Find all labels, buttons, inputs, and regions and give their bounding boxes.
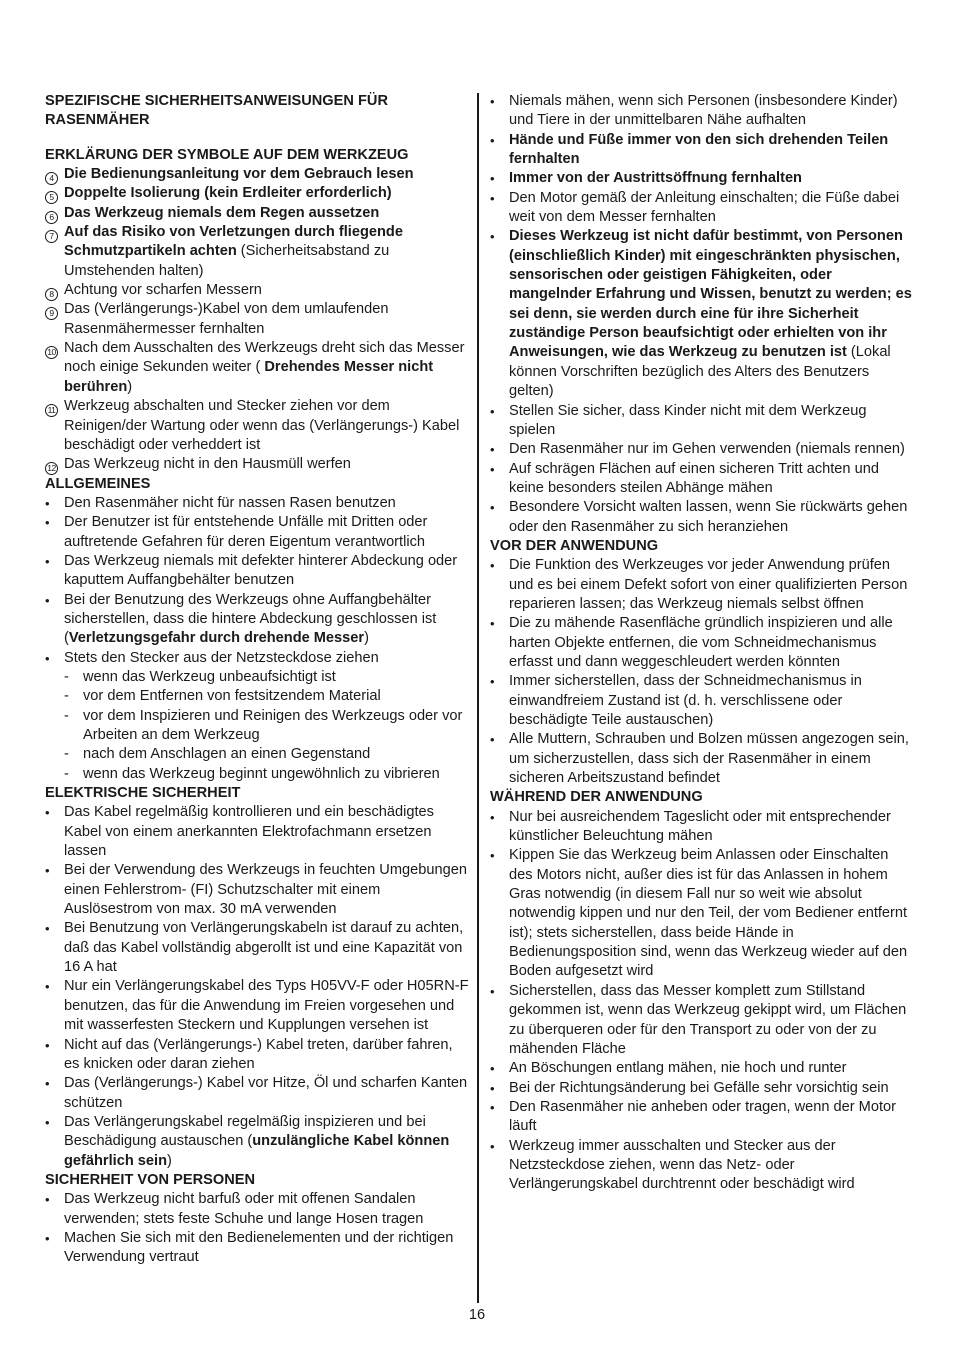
dash-item [45, 707, 470, 746]
bullet-marker: • [490, 229, 495, 245]
text-segment: Doppelte Isolierung (kein Erdleiter erforderlich) [64, 185, 392, 202]
bullet-marker: • [490, 1099, 495, 1115]
bullet-marker: • [45, 1037, 50, 1053]
text-segment: Nur ein Verlängerungskabel des Typs H05VV-F oder H05RN-F benutzen, das für die Anwendung im Freien vorgesehen und mit wasserfesten Steckern und Kupplungen versehen ist [64, 978, 469, 1034]
bullet-marker: • [490, 983, 495, 999]
bullet-marker: • [45, 863, 50, 879]
text-segment: Achtung vor scharfen Messern [64, 282, 262, 299]
text-segment: Auf schrägen Flächen auf einen sicheren Tritt achten und keine besonders steilen Abhänge mähen [509, 460, 879, 496]
bullet-marker: • [45, 1076, 50, 1092]
section-heading: ALLGEMEINES [45, 475, 151, 492]
text-segment: Das Kabel regelmäßig kontrollieren und ein beschädigtes Kabel von einem anerkannten Elektrofachmann ersetzen lassen [64, 804, 434, 860]
bullet-marker: • [490, 1061, 495, 1077]
text-segment: Werkzeug immer ausschalten und Stecker aus der Netzsteckdose ziehen, wenn das Netz- oder Verlängerungskabel durchtrennt oder beschädigt wird [509, 1137, 855, 1193]
bullet-item [490, 672, 915, 730]
text-segment: Alle Muttern, Schrauben und Bolzen müssen angezogen sein, um sicherzustellen, dass sich der Rasenmäher in einem sicheren Arbeitszustand befindet [509, 731, 909, 787]
bullet-item [45, 494, 470, 513]
symbol-number [45, 458, 64, 477]
bullet-marker: • [490, 403, 495, 419]
text-segment: unzulängliche Kabel können gefährlich sein [64, 1133, 450, 1169]
bullet-item [45, 861, 470, 919]
text-segment: Nur bei ausreichendem Tageslicht oder mit entsprechender künstlicher Beleuchtung mähen [509, 808, 891, 845]
text-segment: Das Werkzeug niemals dem Regen aussetzen [64, 204, 380, 221]
circled-number: 8 [45, 288, 58, 301]
bullet-item [490, 808, 915, 847]
column-divider [477, 93, 479, 1303]
bullet-marker: • [45, 979, 50, 995]
dash-marker: - [64, 707, 69, 724]
text-segment: Das Werkzeug nicht barfuß oder mit offenen Sandalen verwenden; stets feste Schuhe und lange Hosen tragen [64, 1191, 424, 1227]
bullet-item [490, 1059, 915, 1078]
text-segment: Kippen Sie das Werkzeug beim Anlassen oder Einschalten des Motors nicht, außer dies ist für das Anlassen in hohem Gras notwendig (in diesem Fall nur so weit wie absolut notwendig kippen und nur den Teil, der vom Bediener entfernt ist); stets sicherstellen, dass beide Hände in Bedienungsposition sind, wenn das Werkzeug wieder auf den Boden aufgesetzt wird [509, 847, 908, 980]
bullet-marker: • [490, 674, 495, 690]
bullet-item [45, 919, 470, 977]
bullet-item [490, 982, 915, 1059]
symbol-item [45, 397, 470, 455]
bullet-item [45, 1113, 470, 1171]
symbol-item [45, 300, 470, 339]
bullet-marker: • [490, 500, 495, 516]
text-segment: (Sicherheitsabstand zu Umstehenden halten) [64, 243, 390, 279]
text-segment: Die Funktion des Werkzeuges vor jeder Anwendung prüfen und es bei einem Defekt sofort von einer qualifizierten Person reparieren lassen; das Werkzeug niemals selbst öffnen [509, 557, 908, 612]
symbols-list [45, 165, 470, 475]
bullet-marker: • [490, 442, 495, 458]
circled-number: 4 [45, 172, 58, 185]
text-segment: vor dem Entfernen von festsitzendem Material [83, 688, 381, 705]
text-segment: Die zu mähende Rasenfläche gründlich inspizieren und alle harten Objekte entfernen, die vom Schneidmechanismus erfasst und dann weggeschleudert werden könnten [509, 615, 893, 670]
bullet-marker: • [490, 732, 495, 748]
dash-item [45, 765, 470, 784]
bullet-item [45, 591, 470, 649]
text-segment: An Böschungen entlang mähen, nie hoch und runter [509, 1060, 847, 1077]
bullet-marker: • [490, 132, 495, 148]
bullet-item [490, 169, 915, 188]
text-segment: Der Benutzer ist für entstehende Unfälle mit Dritten oder auftretende Gefahren für deren Eigentum verantwortlich [64, 514, 428, 550]
dash-item [45, 687, 470, 706]
bullet-item [490, 1137, 915, 1195]
text-segment: Den Rasenmäher nie anheben oder tragen, wenn der Motor läuft [509, 1098, 896, 1135]
symbol-number [45, 303, 64, 322]
text-segment: Werkzeug abschalten und Stecker ziehen vor dem Reinigen/der Wartung oder wenn das (Verlängerungs-) Kabel beschädigt oder verheddert ist [64, 398, 460, 453]
text-segment: vor dem Inspizieren und Reinigen des Werkzeugs oder vor Arbeiten an dem Werkzeug [83, 707, 463, 743]
circled-number: 11 [45, 404, 58, 417]
bullet-marker: • [490, 848, 495, 864]
symbol-item [45, 223, 470, 281]
symbol-number [45, 342, 64, 361]
page-title: SPEZIFISCHE SICHERHEITSANWEISUNGEN FÜR RASENMÄHER [45, 93, 388, 129]
bullet-marker: • [490, 461, 495, 477]
text-segment: Sicherstellen, dass das Messer komplett zum Stillstand gekommen ist, wenn das Werkzeug gekippt wird, um Flächen zu überqueren oder für den Transport zu oder von der zu mähenden Fläche [509, 982, 907, 1057]
bullet-marker: • [490, 558, 495, 574]
symbol-item [45, 455, 470, 474]
text-segment: nach dem Anschlagen an einen Gegenstand [83, 746, 371, 763]
bullet-item [45, 649, 470, 668]
bullet-marker: • [490, 1138, 495, 1154]
bullet-marker: • [45, 1114, 50, 1130]
text-segment: Bei der Verwendung des Werkzeugs in feuchten Umgebungen einen Fehlerstrom- (FI) Schutzschalter mit einem Auslösestrom von max. 30 mA verwenden [64, 862, 467, 918]
symbol-item [45, 339, 470, 397]
bullet-item [45, 977, 470, 1035]
dash-marker: - [64, 668, 69, 685]
text-segment: Immer von der Austrittsöffnung fernhalten [509, 170, 802, 187]
text-segment: Das (Verlängerungs-) Kabel vor Hitze, Öl und scharfen Kanten schützen [64, 1075, 468, 1111]
bullet-item [490, 189, 915, 228]
right-column [490, 92, 915, 1195]
left-sections [45, 475, 470, 1268]
bullet-item [45, 513, 470, 552]
bullet-item [490, 227, 915, 401]
text-segment: Den Rasenmäher nicht für nassen Rasen benutzen [64, 494, 396, 511]
bullet-item [45, 1190, 470, 1229]
page-number: 16 [468, 1307, 486, 1323]
bullet-marker: • [45, 592, 50, 608]
bullet-marker: • [45, 1192, 50, 1208]
text-segment: Niemals mähen, wenn sich Personen (insbesondere Kinder) und Tiere in der unmittelbaren Nähe aufhalten [509, 93, 898, 129]
bullet-item [490, 1079, 915, 1098]
right-sections [490, 92, 915, 1195]
spacer [45, 131, 470, 146]
section-heading: SICHERHEIT VON PERSONEN [45, 1171, 256, 1188]
circled-number: 9 [45, 307, 58, 320]
text-segment: Hände und Füße immer von den sich drehenden Teilen fernhalten [509, 131, 889, 168]
section-heading: VOR DER ANWENDUNG [490, 537, 659, 554]
symbol-number [45, 226, 64, 245]
bullet-item [490, 846, 915, 981]
bullet-item [490, 440, 915, 459]
text-segment: Drehendes Messer nicht berühren [64, 359, 434, 395]
symbol-item [45, 281, 470, 300]
bullet-item [45, 552, 470, 591]
text-segment: Stets den Stecker aus der Netzsteckdose ziehen [64, 649, 379, 666]
text-segment: Das (Verlängerungs-)Kabel von dem umlaufenden Rasenmähermesser fernhalten [64, 301, 389, 337]
bullet-marker: • [45, 1230, 50, 1246]
bullet-item [45, 1074, 470, 1113]
dash-marker: - [64, 746, 69, 763]
bullet-marker: • [490, 1080, 495, 1096]
symbol-item [45, 204, 470, 223]
bullet-item [45, 1036, 470, 1075]
text-segment: Das Werkzeug niemals mit defekter hinterer Abdeckung oder kaputtem Auffangbehälter benutzen [64, 552, 458, 589]
text-segment: Auf das Risiko von Verletzungen durch fliegende Schmutzpartikeln achten [64, 224, 403, 260]
circled-number: 6 [45, 211, 58, 224]
bullet-item [45, 1229, 470, 1268]
text-segment: Nicht auf das (Verlängerungs-) Kabel treten, darüber fahren, es knicken oder daran ziehen [64, 1036, 453, 1072]
circled-number: 10 [45, 346, 58, 359]
dash-item [45, 668, 470, 687]
bullet-item [490, 614, 915, 672]
bullet-item [490, 498, 915, 537]
text-segment: Besondere Vorsicht walten lassen, wenn Sie rückwärts gehen oder den Rasenmäher zu sich heranziehen [509, 499, 908, 535]
text-segment: Stellen Sie sicher, dass Kinder nicht mit dem Werkzeug spielen [509, 402, 867, 438]
text-segment: Das Werkzeug nicht in den Hausmüll werfen [64, 456, 351, 473]
text-segment: Das Verlängerungskabel regelmäßig inspizieren und bei Beschädigung austauschen ( [64, 1113, 426, 1150]
bullet-item [490, 131, 915, 170]
symbol-number [45, 400, 64, 419]
text-segment: Nach dem Ausschalten des Werkzeugs dreht sich das Messer noch einige Sekunden weiter ( [64, 340, 465, 376]
bullet-marker: • [45, 650, 50, 666]
bullet-marker: • [490, 94, 495, 109]
text-segment: ) [364, 630, 369, 647]
bullet-marker: • [45, 553, 50, 569]
section-heading: ELEKTRISCHE SICHERHEIT [45, 785, 241, 802]
bullet-item [490, 402, 915, 441]
bullet-marker: • [45, 495, 50, 511]
bullet-marker: • [490, 171, 495, 187]
symbol-item [45, 165, 470, 184]
bullet-marker: • [45, 921, 50, 937]
symbol-item [45, 184, 470, 203]
bullet-item [45, 803, 470, 861]
dash-item [45, 745, 470, 764]
text-segment: Bei Benutzung von Verlängerungskabeln ist darauf zu achten, daß das Kabel vollständig abgerollt ist und eine Kapazität von 16 A hat [64, 920, 464, 976]
text-segment: ) [127, 378, 133, 395]
bullet-item [490, 730, 915, 788]
text-segment: wenn das Werkzeug beginnt ungewöhnlich zu vibrieren [83, 765, 440, 782]
circled-number: 7 [45, 230, 58, 243]
text-segment: Den Rasenmäher nur im Gehen verwenden (niemals rennen) [509, 441, 905, 458]
bullet-marker: • [45, 805, 50, 821]
bullet-item [490, 460, 915, 499]
bullet-marker: • [45, 515, 50, 531]
dash-marker: - [64, 688, 69, 705]
text-segment: Den Motor gemäß der Anleitung einschalten; die Füße dabei weit von dem Messer fernhalten [509, 189, 900, 226]
text-segment: ) [167, 1152, 172, 1169]
text-segment: (Lokal können Vorschriften bezüglich des Alters des Benutzers gelten) [509, 344, 891, 400]
bullet-marker: • [490, 809, 495, 825]
dash-marker: - [64, 765, 69, 782]
bullet-item [490, 1098, 915, 1137]
text-segment: Bei der Benutzung des Werkzeugs ohne Auffangbehälter sicherstellen, dass die hintere Abdeckung geschlossen ist ( [64, 591, 437, 647]
text-segment: Bei der Richtungsänderung bei Gefälle sehr vorsichtig sein [509, 1079, 889, 1096]
text-segment: wenn das Werkzeug unbeaufsichtigt ist [83, 668, 336, 685]
text-segment: Verletzungsgefahr durch drehende Messer [68, 630, 365, 647]
bullet-item [490, 92, 915, 131]
text-segment: Dieses Werkzeug ist nicht dafür bestimmt, von Personen (einschließlich Kinder) mit eingeschränkten physischen, sensorischen oder geistigen Fähigkeiten, oder mangelnder Erfahrung und Wissen, benutzt zu werden; es sei denn, sie werden durch eine für ihre Sicherheit zuständige Person beaufsichtigt oder erhielten von ihr Anweisungen, wie das Werkzeug zu benutzen ist [509, 228, 912, 361]
bullet-item [490, 556, 915, 614]
circled-number: 12 [45, 462, 58, 475]
symbols-heading: ERKLÄRUNG DER SYMBOLE AUF DEM WERKZEUG [45, 146, 409, 163]
text-segment: Immer sicherstellen, dass der Schneidmechanismus in einwandfreiem Zustand ist (d. h. verschlissene oder beschädigte Teile austauschen) [509, 673, 862, 728]
left-column [45, 92, 470, 1268]
bullet-marker: • [490, 190, 495, 206]
circled-number: 5 [45, 191, 58, 204]
text-segment: Machen Sie sich mit den Bedienelementen und der richtigen Verwendung vertraut [64, 1229, 454, 1266]
bullet-marker: • [490, 616, 495, 632]
text-segment: Die Bedienungsanleitung vor dem Gebrauch lesen [64, 166, 414, 183]
section-heading: WÄHREND DER ANWENDUNG [490, 789, 703, 806]
